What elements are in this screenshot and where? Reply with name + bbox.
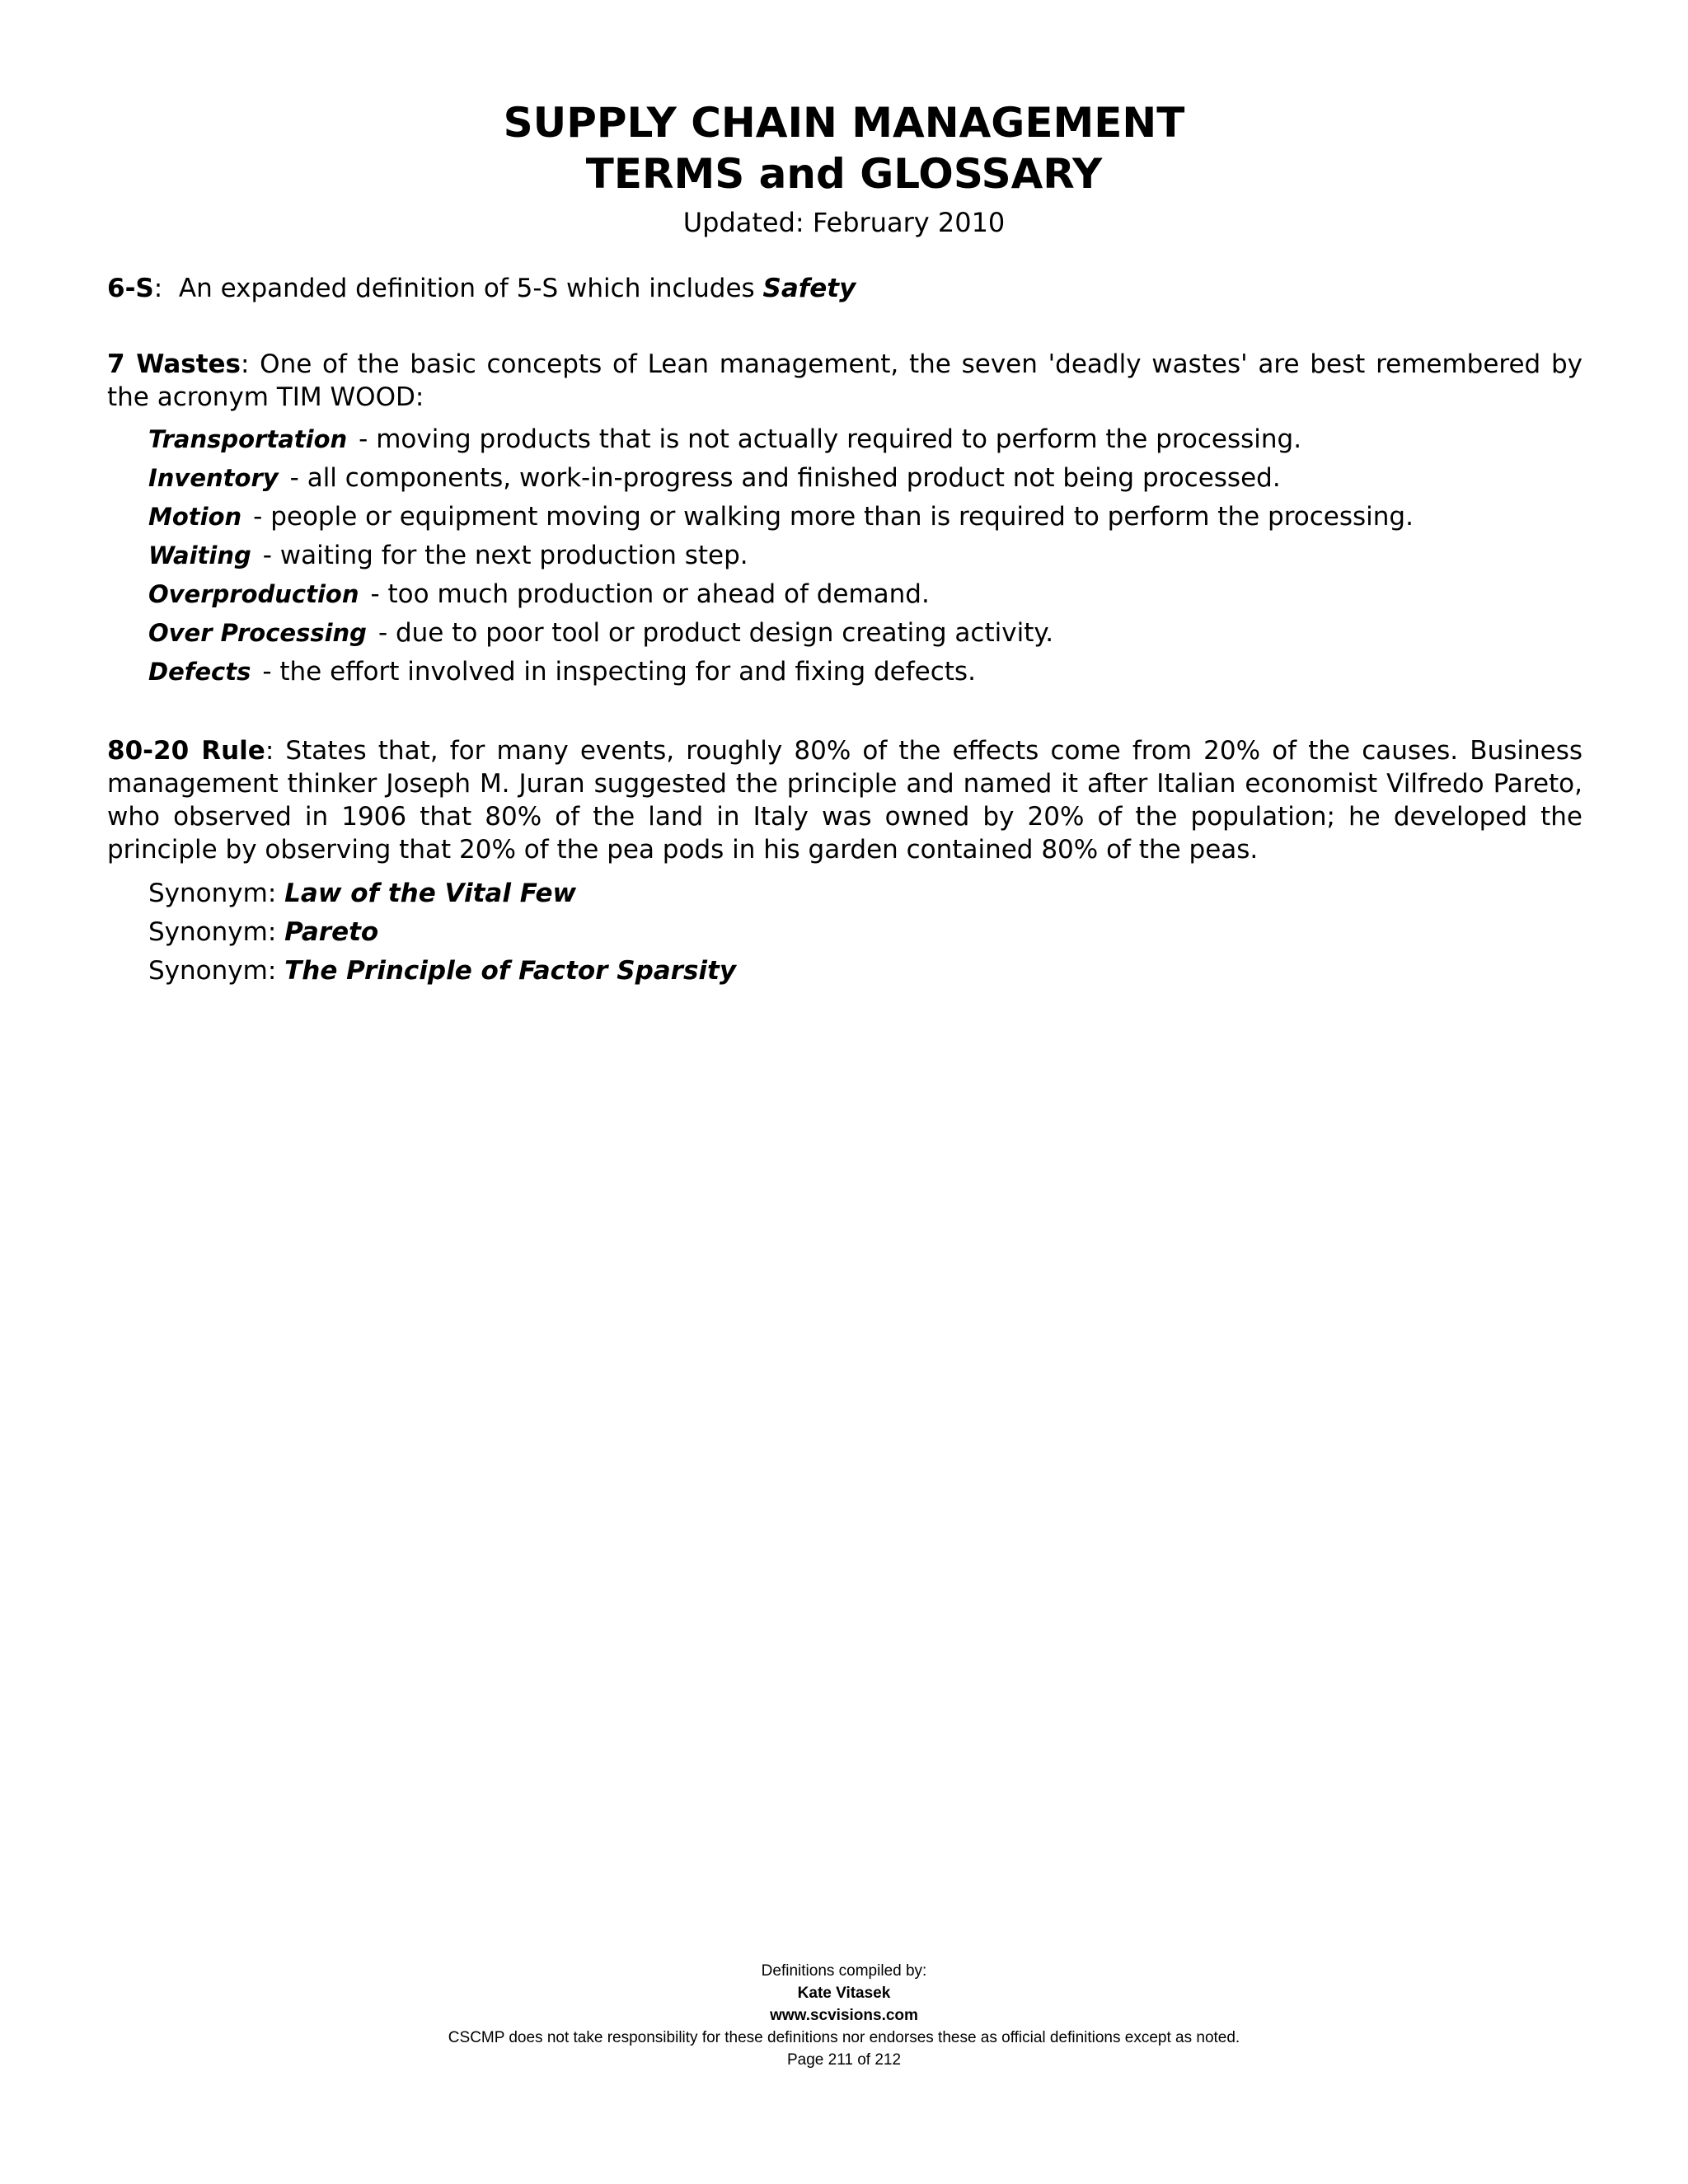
entry-separator: : bbox=[265, 736, 274, 766]
waste-description: - moving products that is not actually required to perform the processing. bbox=[359, 424, 1302, 454]
synonym-label: Synonym: bbox=[148, 917, 285, 947]
waste-term: Waiting bbox=[148, 541, 251, 569]
page-header bbox=[0, 97, 1688, 241]
updated-date: Updated: February 2010 bbox=[682, 207, 1006, 238]
entry-definition: States that, for many events, roughly 80% of the effects come from 20% of the causes. Business management thinker Joseph M. Juran suggested the principle and named it after Italian economist Vilfredo Pareto, who observed in 1906 that 80% of the land in Italy was owned by 20% of the population; he developed the principle by observing that 20% of the pea pods in his garden contained 80% of the peas. bbox=[107, 736, 1583, 865]
waste-term: Over Processing bbox=[148, 619, 367, 647]
wastes-list bbox=[148, 420, 1582, 691]
footer-disclaimer: CSCMP does not take responsibility for these definitions nor endorses these as official definitions except as noted. bbox=[448, 2029, 1240, 2046]
glossary-entry-80-20-rule bbox=[107, 734, 1582, 866]
footer-author: Kate Vitasek bbox=[797, 1985, 891, 2002]
entry-definition: One of the basic concepts of Lean management, the seven 'deadly wastes' are best remembered by the acronym TIM WOOD: bbox=[107, 349, 1582, 412]
synonym-list bbox=[148, 874, 1582, 991]
synonym-item bbox=[148, 952, 1582, 991]
entry-term: 80-20 Rule bbox=[107, 736, 265, 766]
synonym-term: Pareto bbox=[284, 917, 379, 947]
synonym-item bbox=[148, 874, 1582, 913]
waste-term: Inventory bbox=[148, 464, 279, 492]
waste-description: - people or equipment moving or walking more than is required to perform the processing. bbox=[253, 502, 1414, 532]
list-item bbox=[148, 614, 1582, 653]
glossary-entry-6s bbox=[107, 272, 1582, 305]
footer-website: www.scvisions.com bbox=[770, 2007, 918, 2024]
list-item bbox=[148, 459, 1582, 498]
entry-emphasis: Safety bbox=[762, 274, 856, 303]
list-item bbox=[148, 498, 1582, 537]
entry-term: 7 Wastes bbox=[107, 349, 241, 379]
entry-separator: : bbox=[241, 349, 250, 379]
waste-description: - the effort involved in inspecting for and fixing defects. bbox=[262, 657, 976, 687]
waste-description: - waiting for the next production step. bbox=[262, 541, 748, 570]
page-title-line-2: TERMS and GLOSSARY bbox=[585, 150, 1103, 198]
list-item bbox=[148, 575, 1582, 614]
waste-term: Overproduction bbox=[148, 580, 359, 608]
waste-term: Motion bbox=[148, 503, 242, 531]
synonym-term: Law of the Vital Few bbox=[284, 879, 577, 908]
entry-separator: : bbox=[153, 274, 163, 303]
list-item bbox=[148, 653, 1582, 691]
synonym-term: The Principle of Factor Sparsity bbox=[284, 956, 737, 986]
footer-compiled-by: Definitions compiled by: bbox=[761, 1962, 927, 1980]
page-title-line-1: SUPPLY CHAIN MANAGEMENT bbox=[503, 99, 1185, 147]
list-item bbox=[148, 537, 1582, 575]
glossary-entry-7-wastes bbox=[107, 348, 1582, 414]
synonym-label: Synonym: bbox=[148, 879, 285, 908]
glossary-content bbox=[107, 272, 1582, 991]
waste-description: - too much production or ahead of demand. bbox=[370, 579, 930, 609]
waste-term: Defects bbox=[148, 658, 251, 686]
page-footer bbox=[0, 1960, 1688, 2071]
synonym-item bbox=[148, 913, 1582, 952]
waste-description: - due to poor tool or product design creating activity. bbox=[377, 618, 1054, 648]
list-item bbox=[148, 420, 1582, 459]
entry-term: 6-S bbox=[107, 274, 154, 303]
page-number: Page 211 of 212 bbox=[786, 2051, 902, 2069]
waste-description: - all components, work-in-progress and finished product not being processed. bbox=[289, 463, 1281, 493]
waste-term: Transportation bbox=[148, 425, 348, 453]
entry-definition: An expanded definition of 5-S which includes bbox=[162, 274, 763, 303]
synonym-label: Synonym: bbox=[148, 956, 285, 986]
